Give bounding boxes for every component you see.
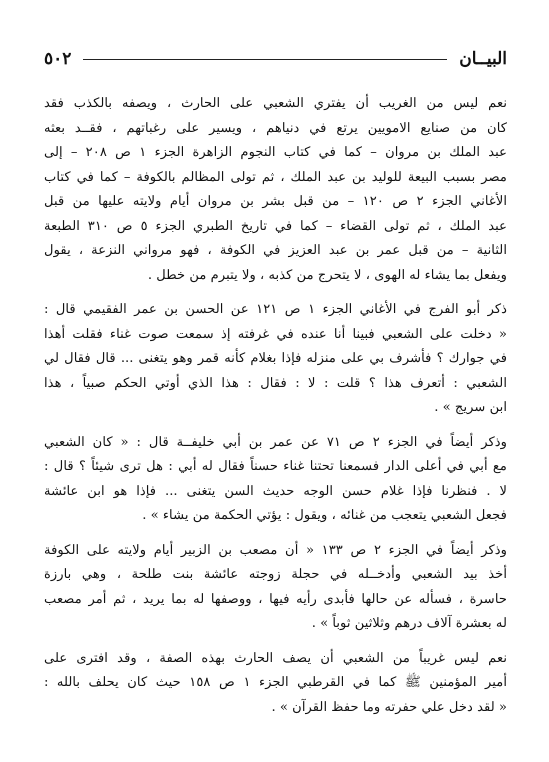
paragraph: [44, 298, 507, 421]
text-line: عبد الملك ، ثم تولى القضاء – كما في تاريخ الطبري الجزء ٥ ص ٣١٠ الطبعة: [44, 218, 507, 234]
document-page: [44, 44, 507, 734]
paragraph: [44, 647, 507, 721]
header-rule: [83, 59, 447, 60]
text-line: الثانية – من قبل عمر بن عبد العزيز في الكوفة ، فهو مرواني النزعة ، يقول: [44, 243, 507, 258]
text-line: « دخلت على الشعبي فبينا أنا عنده في غرفته إذ سمعت صوت غناء فقلت أهذا: [44, 326, 507, 342]
text-line: « لقد دخل علي حفرته وما حفظ القرآن » .: [271, 699, 507, 715]
paragraph: [44, 431, 507, 529]
text-line: عبد الملك بن مروان – كما في كتاب النجوم الزاهرة الجزء ١ ص ٢٠٨ – إلى: [44, 145, 507, 160]
text-line: وذكر أيضاً في الجزء ٢ ص ٧١ عن عمر بن أبي خليفــة قال : « كان الشعبي: [44, 434, 507, 450]
text-line: وذكر أيضاً في الجزء ٢ ص ١٣٣ « أن مصعب بن الزبير أيام ولايته على الكوفة: [44, 542, 507, 558]
text-line: مع أبي في أعلى الدار فسمعنا تحتنا غناء حسناً فقال له أبي : هل ترى شيئاً ؟ قال :: [44, 459, 507, 474]
text-line: مصر بسبب البيعة للوليد بن عبد الملك ، ثم تولى المظالم بالكوفة – كما في كتاب: [44, 169, 507, 185]
running-title: البيــان: [459, 49, 507, 69]
text-line: أخذ بيد الشعبي وأدخــله في حجلة زوجته عائشة بنت طلحة ، وهي بارزة: [44, 567, 507, 582]
text-line: فجعل الشعبي يتعجب من غنائه ، ويقول : يؤتي الحكمة من يشاء » .: [142, 508, 507, 523]
document-body: [44, 92, 507, 720]
paragraph: [44, 92, 507, 288]
page-header: [44, 44, 507, 74]
text-line: أمير المؤمنين ﷺ كما في القرطبي الجزء ١ ص ١٥٨ حيث كان يحلف بالله :: [44, 675, 507, 690]
text-line: حاسرة ، فسأله عن حالها فأبدى رأيه فيها ، ووصفها له بما يريد ، ثم أمر مصعب: [44, 591, 507, 607]
text-line: لا . فنظرنا فإذا غلام حسن الوجه حديث السن يتغنى ... فإذا هو ابن عائشة: [44, 483, 507, 499]
text-line: الشعبي : أتعرف هذا ؟ قلت : لا : فقال : هذا الذي أوتي الحكم صبياً ، هذا: [44, 375, 507, 391]
page-number: ٥٠٢: [44, 49, 72, 69]
text-line: نعم ليس من الغريب أن يفتري الشعبي على الحارث ، ويصفه بالكذب فقد: [44, 96, 507, 111]
text-line: ابن سريج » .: [434, 400, 507, 415]
text-line: كان من صنايع الامويين يرتع في دنياهم ، ويسير على رغباتهم ، فقــد بعثه: [44, 120, 507, 136]
text-line: في جوارك ؟ فأشرف بي على منزله فإذا بغلام كأنه قمر وهو يتغنى ... قال فقال لي: [44, 351, 507, 366]
text-line: الأغاني الجزء ٢ ص ١٢٠ – من قبل بشر بن مروان أيام ولايته عليها من قبل: [44, 194, 507, 209]
text-line: ذكر أبو الفرج في الأغاني الجزء ١ ص ١٢١ عن الحسن بن عمر الفقيمي قال :: [44, 302, 507, 317]
paragraph: [44, 539, 507, 637]
text-line: نعم ليس غريباً من الشعبي أن يصف الحارث بهذه الصفة ، وقد افترى على: [44, 650, 507, 666]
text-line: له بعشرة آلاف درهم وثلاثين ثوباً » .: [311, 616, 507, 631]
text-line: ويفعل بما يشاء له الهوى ، لا يتحرج من كذبه ، ولا يتبرم من خطل .: [147, 267, 507, 283]
